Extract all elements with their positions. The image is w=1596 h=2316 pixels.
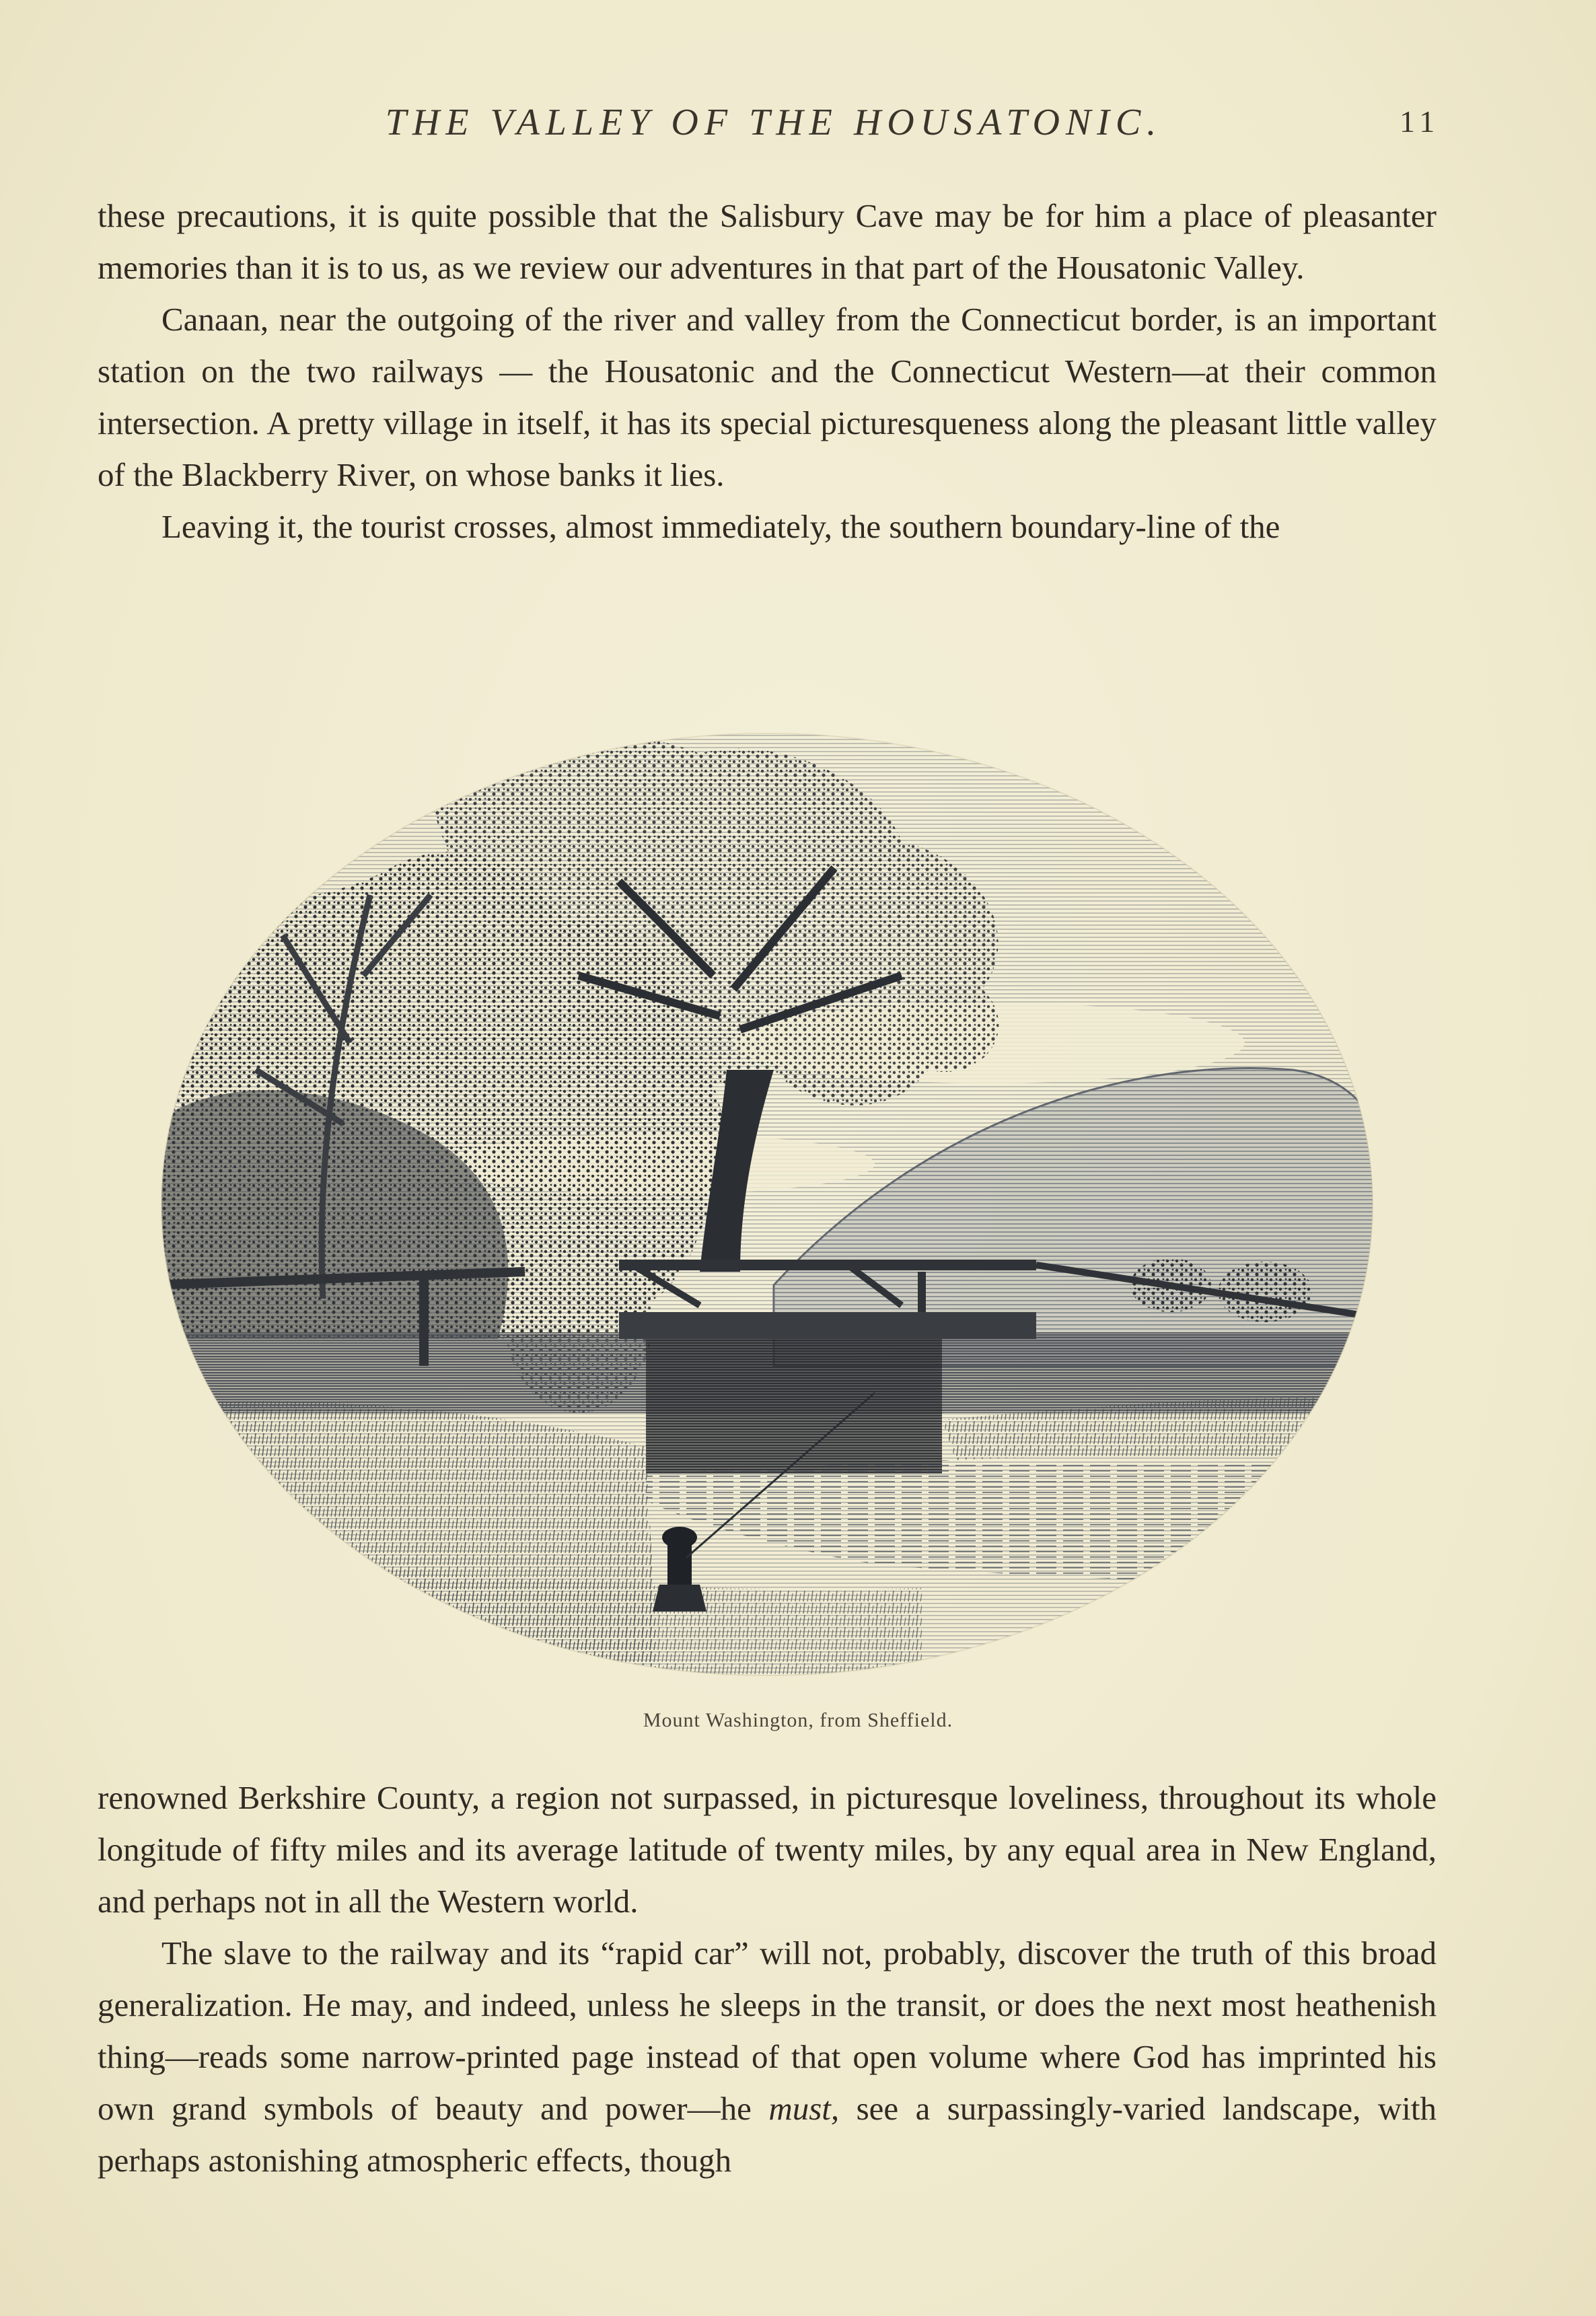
- paragraph-continued: these precautions, it is quite possible that the Salisbury Cave may be for him a place of pleasanter memories than it is to us, as we review our adventures in that part of the Housatonic Valley.: [98, 197, 1437, 286]
- paragraph-leaving: Leaving it, the tourist crosses, almost immediately, the southern boundary-line of the: [161, 508, 1280, 545]
- paragraph-slave: [98, 1927, 1437, 2186]
- paragraph-slave-tail: see a surpassingly-varied landscape, with perhaps astonishing atmospheric effects, though: [98, 2090, 1437, 2179]
- emphasis-must: must,: [768, 2090, 840, 2127]
- paragraph-slave-text: The slave to the railway and its “rapid car” will not, probably, discover the truth of this broad generalization. He may, and indeed, unless he sleeps in the transit, or does the next most heathenish thing—reads some narrow-printed page instead of that open volume where God has imprinted his own grand symbols of beauty and power—he: [98, 1934, 1437, 2127]
- engraving-illustration: [148, 693, 1386, 1702]
- running-title: THE VALLEY OF THE HOUSATONIC.: [385, 102, 1163, 143]
- figure-caption: Mount Washington, from Sheffield.: [643, 1709, 953, 1731]
- paragraph-canaan: Canaan, near the outgoing of the river and valley from the Connecticut border, is an important station on the two railways — the Housatonic and the Connecticut Western—at their common intersection. A pretty village in itself, it has its special picturesqueness along the pleasant little valley of the Blackberry River, on whose banks it lies.: [98, 301, 1437, 493]
- page-number: 11: [1400, 104, 1441, 139]
- text-block-top: [98, 190, 1437, 552]
- text-block-bottom: [98, 1772, 1437, 2186]
- running-head: [0, 101, 1596, 155]
- paragraph-berkshire: renowned Berkshire County, a region not surpassed, in picturesque loveliness, throughout its whole longitude of fifty miles and its average latitude of twenty miles, by any equal area in New England, and perhaps not in all the Western world.: [98, 1779, 1437, 1920]
